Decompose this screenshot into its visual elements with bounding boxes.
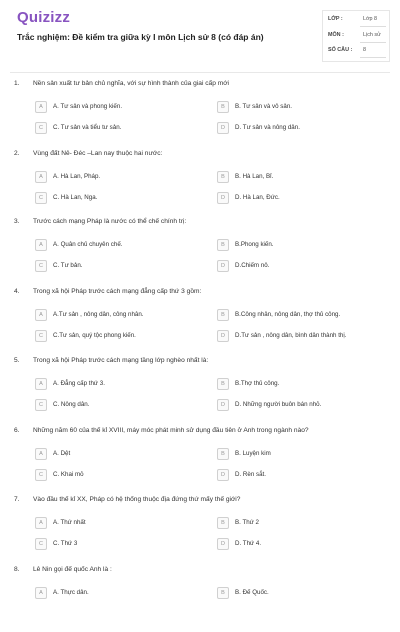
option-text: A. Thực dân. bbox=[53, 589, 89, 596]
worksheet-info-box bbox=[322, 10, 390, 62]
option-letter-box[interactable]: D bbox=[217, 122, 229, 134]
answer-option[interactable] bbox=[217, 469, 387, 481]
subject-value: Lịch sử bbox=[363, 32, 381, 38]
question-text: Lê Nin gọi đế quốc Anh là : bbox=[33, 566, 112, 573]
option-text: A. Hà Lan, Pháp. bbox=[53, 173, 101, 180]
option-text: D.Tư sản , nông dân, bình dân thành thị. bbox=[235, 332, 347, 339]
question-text: Vào đầu thế kỉ XX, Pháp có hệ thống thuộc địa đứng thứ mấy thế giới? bbox=[33, 496, 241, 503]
question-number: 4. bbox=[14, 288, 20, 295]
option-letter-box[interactable]: B bbox=[217, 239, 229, 251]
answer-option[interactable] bbox=[35, 192, 205, 204]
option-text: D. Thứ 4. bbox=[235, 540, 262, 547]
option-text: D. Tư sản và nông dân. bbox=[235, 124, 300, 131]
option-letter-box[interactable]: A bbox=[35, 587, 47, 599]
option-text: C. Nông dân. bbox=[53, 401, 90, 408]
question-count-row bbox=[328, 44, 386, 58]
answer-option[interactable] bbox=[217, 101, 387, 113]
option-text: B. Đế Quốc. bbox=[235, 589, 269, 596]
question-block bbox=[0, 427, 400, 493]
question-number: 2. bbox=[14, 150, 20, 157]
question-text: Nền sản xuất tư bản chủ nghĩa, với sự hình thành của giai cấp mới bbox=[33, 80, 229, 87]
option-letter-box[interactable]: D bbox=[217, 192, 229, 204]
answer-option[interactable] bbox=[217, 122, 387, 134]
answer-option[interactable] bbox=[217, 330, 387, 342]
question-block bbox=[0, 80, 400, 146]
question-number: 7. bbox=[14, 496, 20, 503]
class-row bbox=[328, 13, 386, 27]
answer-option[interactable] bbox=[35, 378, 205, 390]
option-letter-box[interactable]: A bbox=[35, 448, 47, 460]
option-text: C. Tư bản. bbox=[53, 262, 83, 269]
option-text: A. Dệt bbox=[53, 450, 71, 457]
class-value: Lớp 8 bbox=[363, 16, 378, 22]
option-letter-box[interactable]: C bbox=[35, 538, 47, 550]
option-text: C. Hà Lan, Nga. bbox=[53, 194, 98, 201]
answer-option[interactable] bbox=[217, 309, 387, 321]
option-letter-box[interactable]: D bbox=[217, 260, 229, 272]
answer-option[interactable] bbox=[35, 171, 205, 183]
question-text: Vùng đất Nê- Đéc –Lan nay thuộc hai nước: bbox=[33, 150, 163, 157]
option-letter-box[interactable]: B bbox=[217, 101, 229, 113]
option-letter-box[interactable]: D bbox=[217, 399, 229, 411]
question-number: 1. bbox=[14, 80, 20, 87]
answer-option[interactable] bbox=[35, 517, 205, 529]
option-letter-box[interactable]: B bbox=[217, 378, 229, 390]
option-letter-box[interactable]: D bbox=[217, 469, 229, 481]
question-block bbox=[0, 218, 400, 284]
answer-option[interactable] bbox=[217, 517, 387, 529]
answer-option[interactable] bbox=[217, 587, 387, 599]
answer-option[interactable] bbox=[217, 239, 387, 251]
answer-option[interactable] bbox=[35, 587, 205, 599]
answer-option[interactable] bbox=[217, 171, 387, 183]
question-count-label: SỐ CÂU : bbox=[328, 47, 353, 53]
option-text: D.Chiếm nô. bbox=[235, 262, 270, 269]
worksheet-title: Trắc nghiệm: Đề kiểm tra giữa kỳ I môn Lịch sử 8 (có đáp án) bbox=[17, 32, 264, 42]
question-text: Trong xã hội Pháp trước cách mạng đẳng cấp thứ 3 gồm: bbox=[33, 288, 202, 295]
question-block bbox=[0, 566, 400, 632]
option-text: C. Thứ 3 bbox=[53, 540, 78, 547]
option-text: C. Khai mỏ bbox=[53, 471, 84, 478]
option-letter-box[interactable]: A bbox=[35, 239, 47, 251]
question-number: 6. bbox=[14, 427, 20, 434]
option-letter-box[interactable]: D bbox=[217, 538, 229, 550]
option-text: B. Tư sản và vô sản. bbox=[235, 103, 292, 110]
answer-option[interactable] bbox=[35, 101, 205, 113]
answer-option[interactable] bbox=[35, 469, 205, 481]
answer-option[interactable] bbox=[217, 538, 387, 550]
answer-option[interactable] bbox=[35, 448, 205, 460]
option-letter-box[interactable]: B bbox=[217, 517, 229, 529]
option-letter-box[interactable]: C bbox=[35, 330, 47, 342]
option-letter-box[interactable]: C bbox=[35, 399, 47, 411]
option-text: D. Những người buôn bán nhỏ. bbox=[235, 401, 322, 408]
option-letter-box[interactable]: C bbox=[35, 469, 47, 481]
quizizz-logo: Quizizz bbox=[17, 9, 71, 26]
class-label: LỚP : bbox=[328, 16, 343, 22]
question-text: Trong xã hội Pháp trước cách mạng tầng lớp nghèo nhất là: bbox=[33, 357, 209, 364]
option-letter-box[interactable]: A bbox=[35, 309, 47, 321]
option-text: A.Tư sản , nông dân, công nhân. bbox=[53, 311, 144, 318]
option-text: B.Phong kiến. bbox=[235, 241, 274, 248]
option-letter-box[interactable]: B bbox=[217, 309, 229, 321]
subject-row bbox=[328, 29, 386, 43]
question-number: 5. bbox=[14, 357, 20, 364]
answer-option[interactable] bbox=[35, 239, 205, 251]
option-text: D. Rèn sắt. bbox=[235, 471, 266, 478]
option-letter-box[interactable]: A bbox=[35, 378, 47, 390]
option-letter-box[interactable]: B bbox=[217, 448, 229, 460]
option-text: A. Thứ nhất bbox=[53, 519, 86, 526]
header-divider bbox=[10, 72, 390, 73]
question-block bbox=[0, 357, 400, 423]
option-letter-box[interactable]: A bbox=[35, 171, 47, 183]
option-letter-box[interactable]: C bbox=[35, 192, 47, 204]
question-block bbox=[0, 288, 400, 354]
answer-option[interactable] bbox=[35, 309, 205, 321]
option-text: B. Luyện kim bbox=[235, 450, 271, 457]
option-letter-box[interactable]: B bbox=[217, 587, 229, 599]
option-letter-box[interactable]: A bbox=[35, 517, 47, 529]
answer-option[interactable] bbox=[35, 330, 205, 342]
question-block bbox=[0, 496, 400, 562]
answer-option[interactable] bbox=[217, 399, 387, 411]
question-number: 8. bbox=[14, 566, 20, 573]
answer-option[interactable] bbox=[217, 260, 387, 272]
option-text: C.Tư sản, quý tộc phong kiến. bbox=[53, 332, 136, 339]
answer-option[interactable] bbox=[217, 448, 387, 460]
option-text: B. Thứ 2 bbox=[235, 519, 259, 526]
question-text: Những năm 60 của thế kỉ XVIII, máy móc phát minh sử dụng đầu tiên ở Anh trong ngành nào? bbox=[33, 427, 309, 434]
option-text: A. Tư sản và phong kiến. bbox=[53, 103, 123, 110]
answer-option[interactable] bbox=[35, 538, 205, 550]
question-number: 3. bbox=[14, 218, 20, 225]
worksheet-header bbox=[0, 0, 400, 72]
answer-option[interactable] bbox=[35, 122, 205, 134]
answer-option[interactable] bbox=[217, 378, 387, 390]
option-letter-box[interactable]: C bbox=[35, 260, 47, 272]
option-text: C. Tư sản và tiểu tư sản. bbox=[53, 124, 122, 131]
option-letter-box[interactable]: A bbox=[35, 101, 47, 113]
answer-option[interactable] bbox=[35, 399, 205, 411]
option-text: B.Công nhân, nông dân, thợ thủ công. bbox=[235, 311, 341, 318]
option-text: B. Hà Lan, Bỉ. bbox=[235, 173, 274, 180]
question-block bbox=[0, 150, 400, 216]
option-text: D. Hà Lan, Đức. bbox=[235, 194, 280, 201]
option-letter-box[interactable]: D bbox=[217, 330, 229, 342]
option-text: B.Thợ thủ công. bbox=[235, 380, 280, 387]
option-letter-box[interactable]: C bbox=[35, 122, 47, 134]
question-text: Trước cách mạng Pháp là nước có thể chế chính trị: bbox=[33, 218, 187, 225]
option-text: A. Quân chủ chuyên chế. bbox=[53, 241, 123, 248]
answer-option[interactable] bbox=[217, 192, 387, 204]
option-letter-box[interactable]: B bbox=[217, 171, 229, 183]
subject-label: MÔN : bbox=[328, 32, 344, 38]
question-count-value: 8 bbox=[363, 47, 366, 53]
answer-option[interactable] bbox=[35, 260, 205, 272]
option-text: A. Đẳng cấp thứ 3. bbox=[53, 380, 105, 387]
